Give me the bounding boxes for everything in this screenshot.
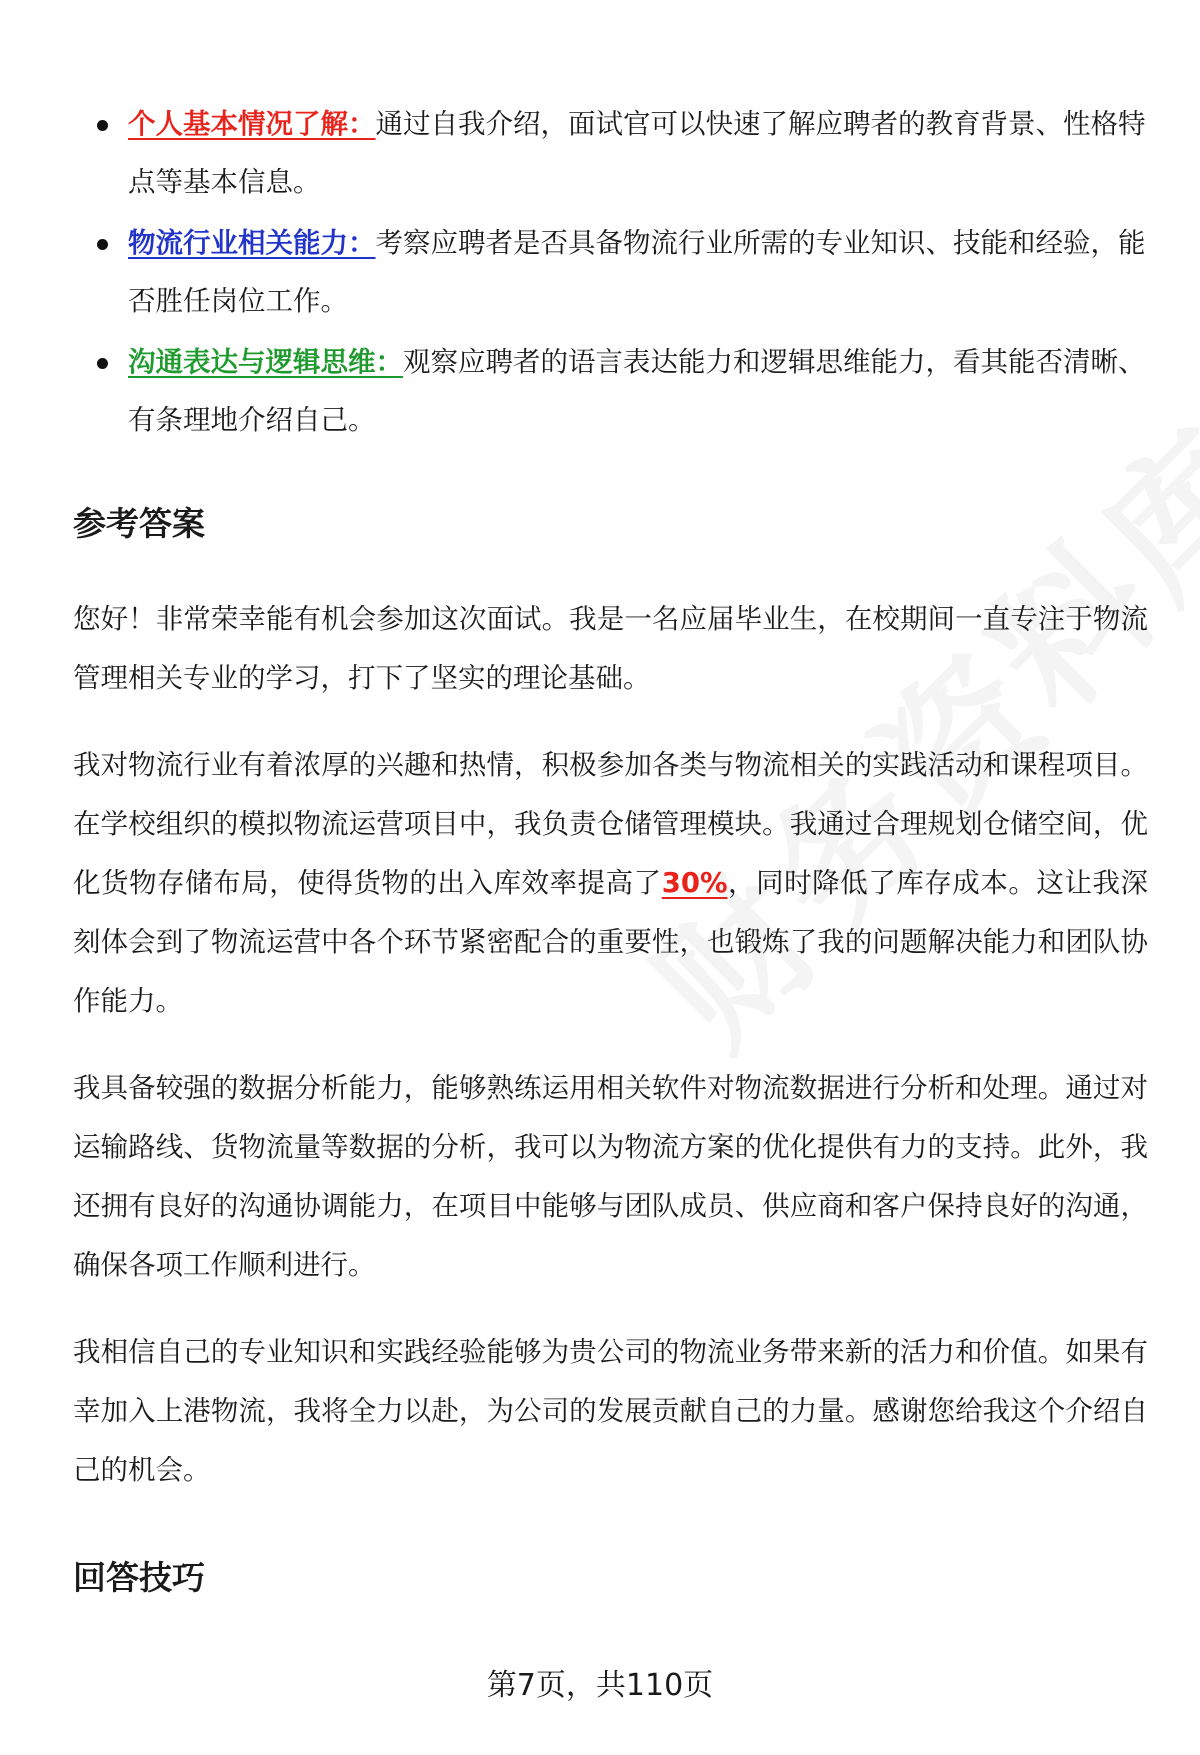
bullet-text: 考察应聘者是否具备物流行业所需的专业知识、技能和经验，能否胜任岗位工作。 (128, 227, 1146, 317)
answer-paragraph-4: 我相信自己的专业知识和实践经验能够为贵公司的物流业务带来新的活力和价值。如果有幸加入上港物流，我将全力以赴，为公司的发展贡献自己的力量。感谢您给我这个介绍自己的机会。 (73, 1336, 1148, 1486)
list-item (73, 95, 1148, 211)
bullet-text: 观察应聘者的语言表达能力和逻辑思维能力，看其能否清晰、有条理地介绍自己。 (128, 346, 1146, 436)
answer-heading: 参考答案 (73, 504, 205, 543)
bullet-text: 通过自我介绍，面试官可以快速了解应聘者的教育背景、性格特点等基本信息。 (128, 108, 1146, 198)
page-number: 第7页，共110页 (486, 1668, 714, 1703)
paragraph-text: 我对物流行业有着浓厚的兴趣和热情，积极参加各类与物流相关的实践活动和课程项目。在学校组织的模拟物流运营项目中，我负责仓储管理模块。我通过合理规划仓储空间，优化货物存储布局，使得货物的出入库效率提高了 (73, 749, 1148, 899)
answer-paragraph-3: 我具备较强的数据分析能力，能够熟练运用相关软件对物流数据进行分析和处理。通过对运输路线、货物流量等数据的分析，我可以为物流方案的优化提供有力的支持。此外，我还拥有良好的沟通协调能力，在项目中能够与团队成员、供应商和客户保持良好的沟通，确保各项工作顺利进行。 (73, 1072, 1148, 1281)
purpose-list (73, 95, 1148, 449)
paragraph-text: ，同时降低了库存成本。这让我深刻体会到了物流运营中各个环节紧密配合的重要性，也锻炼了我的问题解决能力和团队协作能力。 (73, 867, 1149, 1017)
bullet-key: 个人基本情况了解： (128, 108, 376, 140)
bullet-key: 物流行业相关能力： (128, 227, 376, 259)
list-item (73, 333, 1148, 449)
answer-paragraph-2 (73, 736, 1148, 1031)
tips-heading: 回答技巧 (73, 1558, 205, 1597)
answer-paragraph-1: 您好！非常荣幸能有机会参加这次面试。我是一名应届毕业生，在校期间一直专注于物流管理相关专业的学习，打下了坚实的理论基础。 (73, 603, 1148, 694)
document-page (73, 95, 1148, 1601)
efficiency-highlight: 30% (661, 867, 728, 899)
bullet-key: 沟通表达与逻辑思维： (128, 346, 403, 378)
list-item (73, 214, 1148, 330)
